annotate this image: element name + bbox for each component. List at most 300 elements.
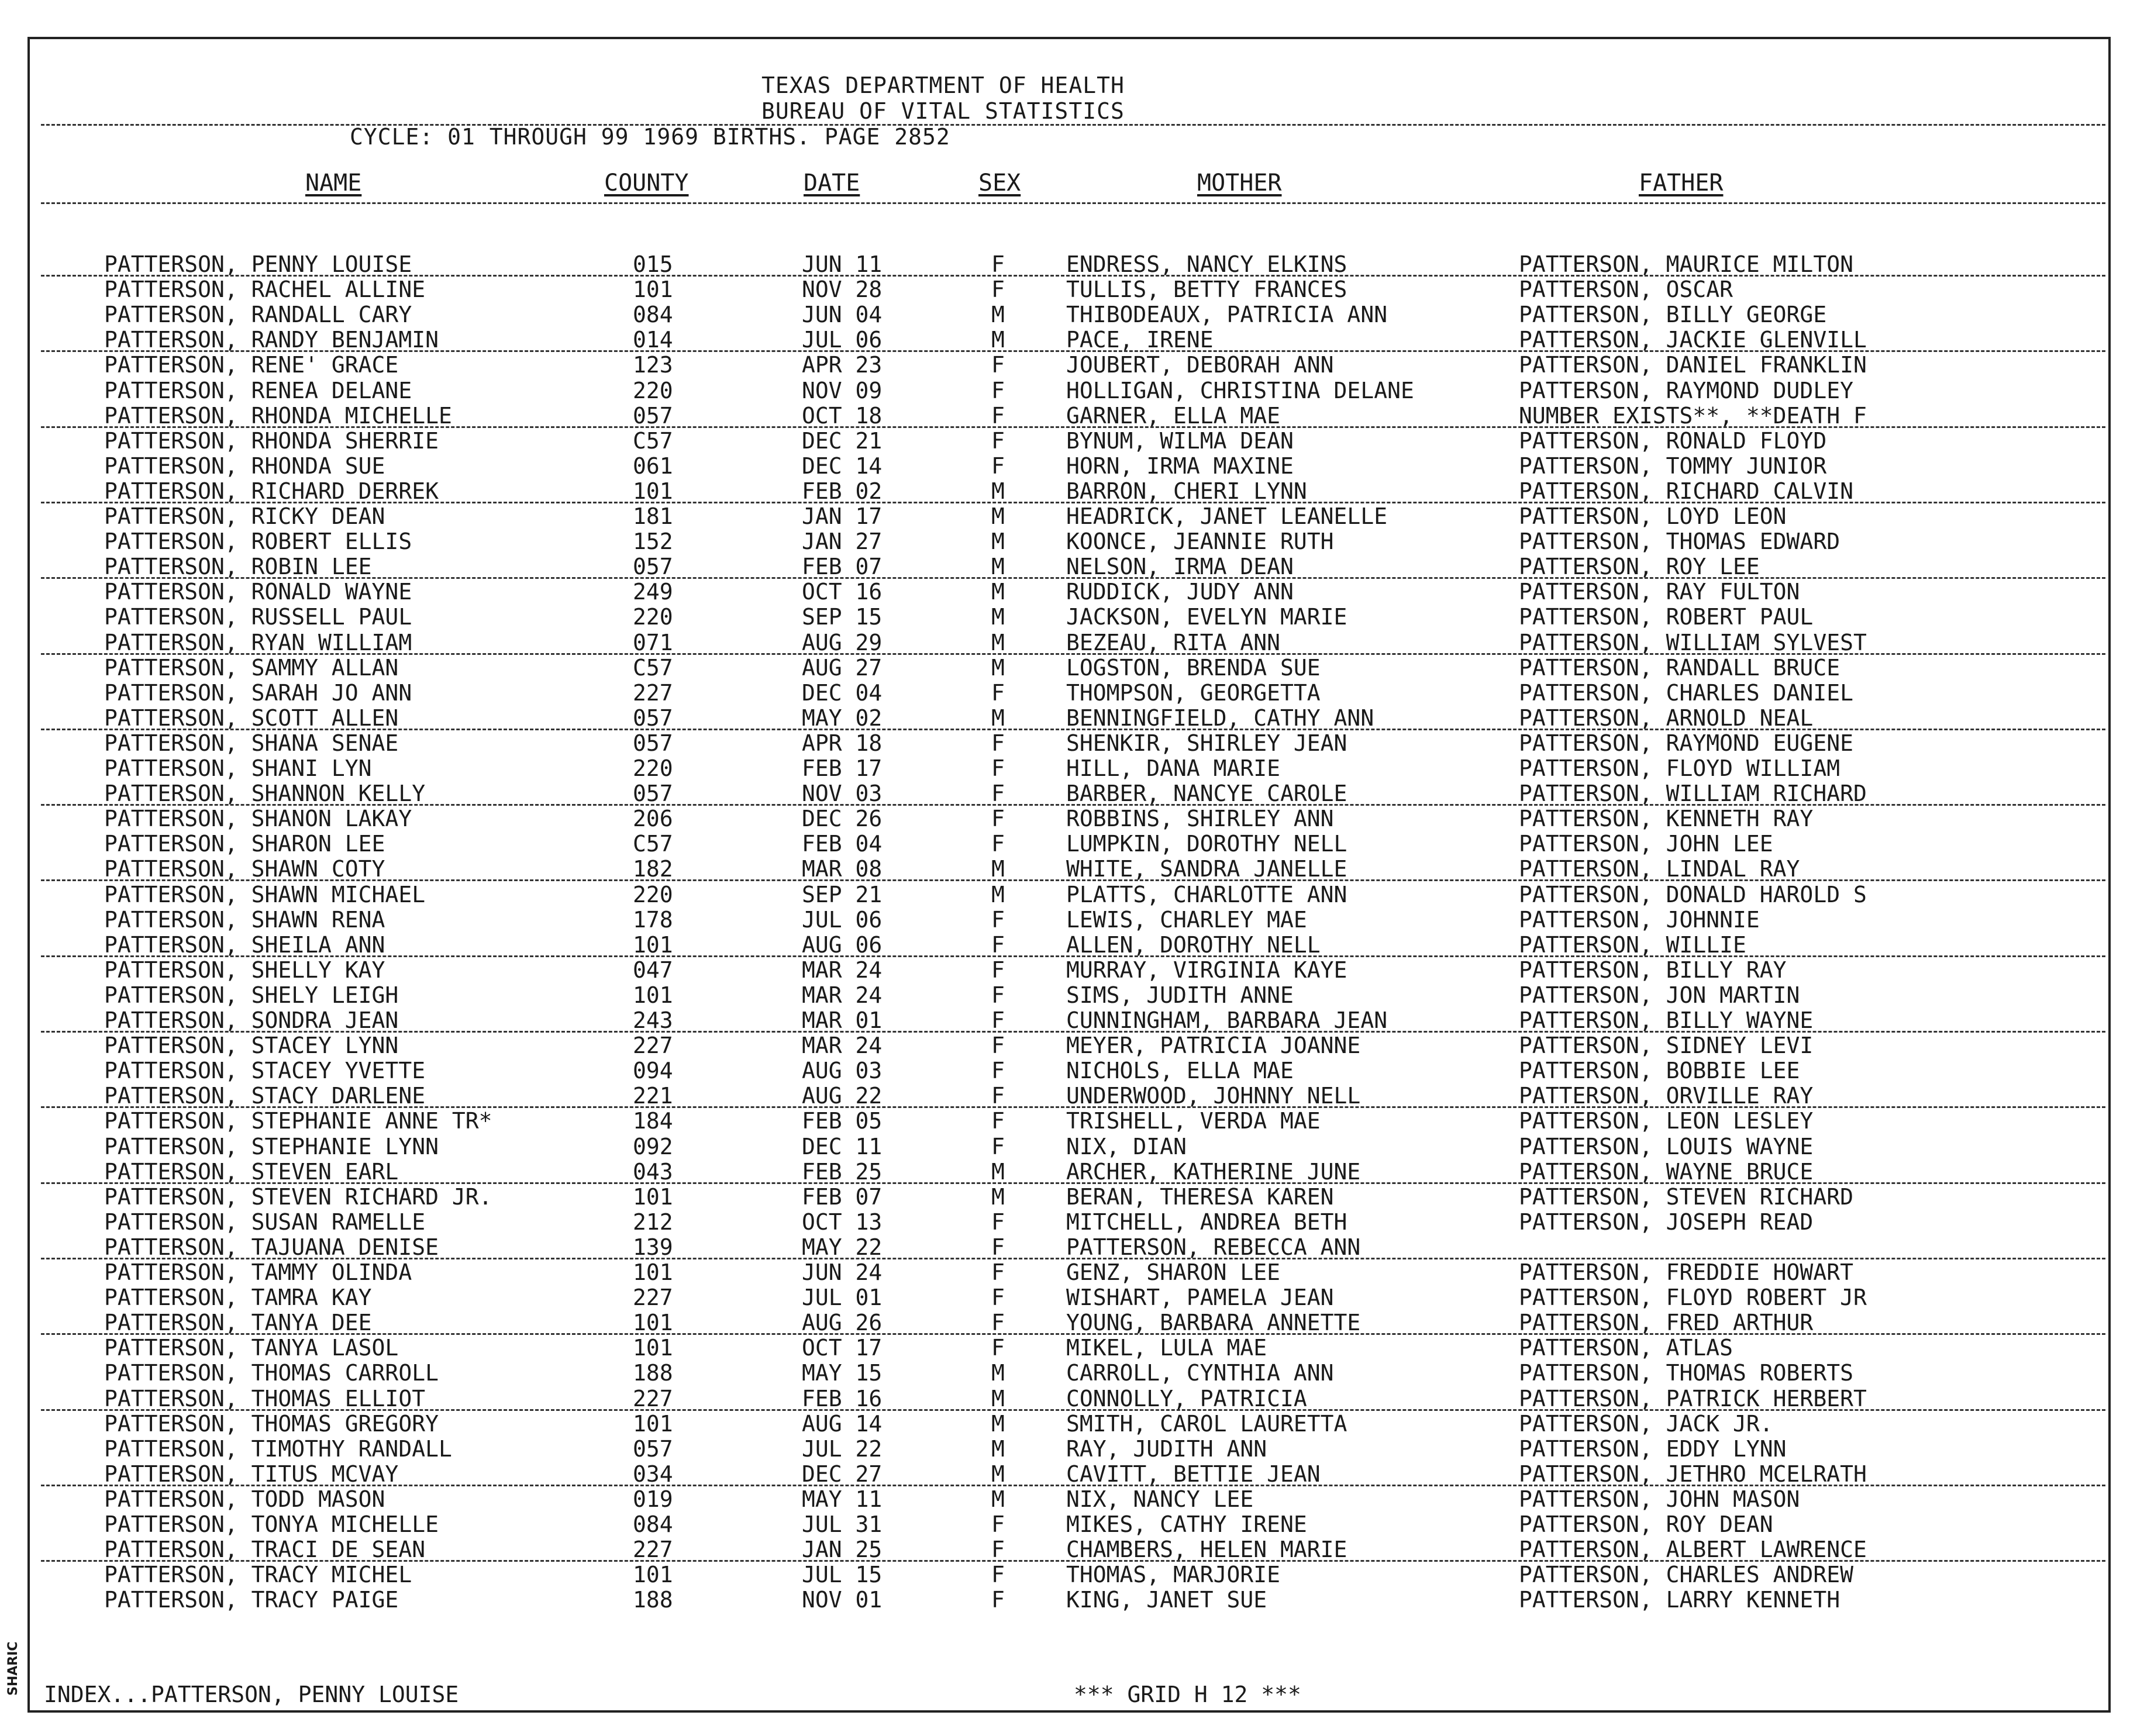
cell-father: PATTERSON, CHARLES DANIEL [1519, 679, 1853, 706]
cell-mother: WHITE, SANDRA JANELLE [1066, 856, 1347, 882]
cell-date: MAY 15 [802, 1360, 883, 1386]
cell-name: PATTERSON, STACEY LYNN [104, 1033, 399, 1059]
cell-sex: F [991, 1209, 1005, 1235]
row-separator [41, 955, 2105, 957]
cell-father: PATTERSON, FLOYD ROBERT JR [1519, 1285, 1867, 1311]
row-separator [41, 275, 2105, 277]
cell-sex: F [991, 1285, 1005, 1311]
cell-date: MAY 22 [802, 1234, 883, 1260]
cell-date: MAR 01 [802, 1007, 883, 1033]
cell-name: PATTERSON, RENE' GRACE [104, 352, 399, 378]
cell-name: PATTERSON, RANDY BENJAMIN [104, 327, 439, 353]
table-row [0, 680, 2137, 705]
table-row [0, 604, 2137, 629]
column-header-mother: MOTHER [1197, 170, 1282, 196]
cell-sex: F [991, 957, 1005, 983]
cell-county: 101 [633, 478, 673, 504]
cell-date: FEB 07 [802, 554, 883, 580]
row-separator [41, 1106, 2105, 1108]
cell-county: 220 [633, 604, 673, 630]
table-row [0, 251, 2137, 277]
cell-sex: F [991, 679, 1005, 706]
row-separator [41, 1333, 2105, 1335]
cell-name: PATTERSON, TODD MASON [104, 1486, 385, 1512]
cell-date: AUG 22 [802, 1083, 883, 1109]
cell-date: FEB 16 [802, 1385, 883, 1411]
cell-name: PATTERSON, STEPHANIE ANNE TR* [104, 1108, 492, 1134]
cell-county: 101 [633, 1562, 673, 1588]
table-row [0, 529, 2137, 554]
cell-father: PATTERSON, THOMAS ROBERTS [1519, 1360, 1853, 1386]
column-header-sex: SEX [978, 170, 1021, 196]
table-row [0, 806, 2137, 831]
cell-father: PATTERSON, JACKIE GLENVILL [1519, 327, 1867, 353]
table-row [0, 1058, 2137, 1083]
cell-mother: BEZEAU, RITA ANN [1066, 629, 1281, 655]
table-row [0, 453, 2137, 478]
cell-mother: HILL, DANA MARIE [1066, 755, 1281, 781]
cell-mother: UNDERWOOD, JOHNNY NELL [1066, 1083, 1361, 1109]
cell-name: PATTERSON, ROBERT ELLIS [104, 529, 412, 555]
table-row [0, 1310, 2137, 1335]
cell-father: PATTERSON, RANDALL BRUCE [1519, 654, 1840, 681]
cell-father: PATTERSON, BILLY RAY [1519, 957, 1787, 983]
cell-name: PATTERSON, RHONDA SUE [104, 453, 385, 479]
cell-date: DEC 21 [802, 427, 883, 454]
cell-father: PATTERSON, DONALD HAROLD S [1519, 881, 1867, 907]
cell-county: 101 [633, 1335, 673, 1361]
cell-name: PATTERSON, STACY DARLENE [104, 1083, 426, 1109]
table-row [0, 1007, 2137, 1033]
cell-county: 101 [633, 931, 673, 958]
cell-father: PATTERSON, JOHN MASON [1519, 1486, 1800, 1512]
table-row [0, 1562, 2137, 1587]
cell-father: PATTERSON, BOBBIE LEE [1519, 1058, 1800, 1084]
table-row [0, 781, 2137, 806]
table-row [0, 1386, 2137, 1411]
cell-father: PATTERSON, JOHNNIE [1519, 906, 1760, 933]
table-row [0, 1033, 2137, 1058]
cell-name: PATTERSON, STEPHANIE LYNN [104, 1133, 439, 1159]
cell-name: PATTERSON, SONDRA JEAN [104, 1007, 399, 1033]
cell-name: PATTERSON, STACEY YVETTE [104, 1058, 426, 1084]
table-row [0, 1108, 2137, 1133]
cell-name: PATTERSON, TAJUANA DENISE [104, 1234, 439, 1260]
cell-mother: HEADRICK, JANET LEANELLE [1066, 503, 1388, 529]
cell-name: PATTERSON, SHANNON KELLY [104, 781, 426, 807]
cell-name: PATTERSON, TRACY MICHEL [104, 1562, 412, 1588]
cell-date: OCT 13 [802, 1209, 883, 1235]
cell-name: PATTERSON, SUSAN RAMELLE [104, 1209, 426, 1235]
cell-sex: M [991, 881, 1005, 907]
cell-father: PATTERSON, LOUIS WAYNE [1519, 1133, 1814, 1159]
cell-name: PATTERSON, PENNY LOUISE [104, 251, 412, 277]
cell-name: PATTERSON, RUSSELL PAUL [104, 604, 412, 630]
cell-sex: M [991, 856, 1005, 882]
cell-father: PATTERSON, WILLIAM RICHARD [1519, 781, 1867, 807]
row-separator [41, 577, 2105, 579]
cell-date: NOV 01 [802, 1587, 883, 1613]
cell-county: 094 [633, 1058, 673, 1084]
cell-name: PATTERSON, TANYA DEE [104, 1310, 372, 1336]
table-row [0, 1285, 2137, 1310]
table-row [0, 982, 2137, 1007]
cell-father: PATTERSON, JOHN LEE [1519, 831, 1773, 857]
cell-sex: M [991, 604, 1005, 630]
cell-date: JUL 01 [802, 1285, 883, 1311]
cell-county: C57 [633, 654, 673, 681]
cell-mother: MURRAY, VIRGINIA KAYE [1066, 957, 1347, 983]
cell-county: 220 [633, 755, 673, 781]
cell-name: PATTERSON, TONYA MICHELLE [104, 1511, 439, 1537]
cell-date: SEP 15 [802, 604, 883, 630]
cell-name: PATTERSON, STEVEN RICHARD JR. [104, 1183, 492, 1210]
cell-father: PATTERSON, BILLY WAYNE [1519, 1007, 1814, 1033]
table-row [0, 655, 2137, 680]
table-row [0, 1587, 2137, 1612]
cell-name: PATTERSON, SAMMY ALLAN [104, 654, 399, 681]
table-row [0, 755, 2137, 781]
cell-date: AUG 29 [802, 629, 883, 655]
cell-name: PATTERSON, RHONDA MICHELLE [104, 402, 452, 429]
cell-sex: M [991, 503, 1005, 529]
cell-county: 071 [633, 629, 673, 655]
table-row [0, 1184, 2137, 1209]
cell-county: 101 [633, 1410, 673, 1437]
cell-mother: PLATTS, CHARLOTTE ANN [1066, 881, 1347, 907]
header-bureau: BUREAU OF VITAL STATISTICS [761, 98, 1125, 124]
cell-county: 188 [633, 1360, 673, 1386]
cell-sex: M [991, 554, 1005, 580]
cell-father: PATTERSON, LEON LESLEY [1519, 1108, 1814, 1134]
cell-sex: M [991, 1410, 1005, 1437]
cell-mother: GARNER, ELLA MAE [1066, 402, 1281, 429]
cell-date: DEC 11 [802, 1133, 883, 1159]
cell-sex: F [991, 1058, 1005, 1084]
cell-name: PATTERSON, TANYA LASOL [104, 1335, 399, 1361]
cell-county: 015 [633, 251, 673, 277]
table-row [0, 302, 2137, 327]
cell-county: 101 [633, 1310, 673, 1336]
cell-sex: F [991, 427, 1005, 454]
cell-name: PATTERSON, SHELLY KAY [104, 957, 385, 983]
table-row [0, 1134, 2137, 1159]
cell-sex: F [991, 755, 1005, 781]
cell-sex: M [991, 478, 1005, 504]
header-cycle: CYCLE: 01 THROUGH 99 1969 BIRTHS. PAGE 2852 [350, 124, 950, 150]
cell-sex: F [991, 1511, 1005, 1537]
cell-sex: M [991, 629, 1005, 655]
cell-name: PATTERSON, ROBIN LEE [104, 554, 372, 580]
cell-mother: KOONCE, JEANNIE RUTH [1066, 529, 1334, 555]
cell-sex: F [991, 906, 1005, 933]
cell-name: PATTERSON, TITUS MCVAY [104, 1461, 399, 1487]
table-row [0, 403, 2137, 428]
table-row [0, 277, 2137, 302]
cell-father: PATTERSON, RONALD FLOYD [1519, 427, 1827, 454]
cell-father: PATTERSON, JACK JR. [1519, 1410, 1773, 1437]
cell-county: 057 [633, 705, 673, 731]
row-separator [41, 804, 2105, 806]
cell-name: PATTERSON, THOMAS CARROLL [104, 1360, 439, 1386]
cell-mother: TULLIS, BETTY FRANCES [1066, 277, 1347, 303]
cell-mother: THOMAS, MARJORIE [1066, 1562, 1281, 1588]
cell-mother: ROBBINS, SHIRLEY ANN [1066, 806, 1334, 832]
cell-mother: WISHART, PAMELA JEAN [1066, 1285, 1334, 1311]
cell-name: PATTERSON, SHELY LEIGH [104, 982, 399, 1008]
table-row [0, 907, 2137, 932]
cell-mother: MEYER, PATRICIA JOANNE [1066, 1033, 1361, 1059]
cell-county: 206 [633, 806, 673, 832]
cell-father: NUMBER EXISTS**, **DEATH F [1519, 402, 1867, 429]
cell-county: 227 [633, 679, 673, 706]
cell-name: PATTERSON, SHANI LYN [104, 755, 372, 781]
cell-mother: THOMPSON, GEORGETTA [1066, 679, 1321, 706]
cell-father: PATTERSON, STEVEN RICHARD [1519, 1183, 1853, 1210]
row-separator [41, 426, 2105, 428]
cell-name: PATTERSON, TRACY PAIGE [104, 1587, 399, 1613]
table-row [0, 957, 2137, 982]
cell-mother: BARRON, CHERI LYNN [1066, 478, 1307, 504]
cell-county: C57 [633, 427, 673, 454]
cell-county: 101 [633, 1259, 673, 1285]
table-row [0, 1537, 2137, 1562]
cell-name: PATTERSON, RICHARD DERREK [104, 478, 439, 504]
cell-father: PATTERSON, ATLAS [1519, 1335, 1733, 1361]
cell-date: MAR 24 [802, 957, 883, 983]
cell-mother: BARBER, NANCYE CAROLE [1066, 781, 1347, 807]
cell-sex: F [991, 377, 1005, 403]
cell-name: PATTERSON, TAMMY OLINDA [104, 1259, 412, 1285]
cell-county: 178 [633, 906, 673, 933]
cell-sex: F [991, 1234, 1005, 1260]
cell-date: JUL 06 [802, 906, 883, 933]
cell-father: PATTERSON, ALBERT LAWRENCE [1519, 1537, 1867, 1563]
cell-father: PATTERSON, RICHARD CALVIN [1519, 478, 1853, 504]
cell-father: PATTERSON, TOMMY JUNIOR [1519, 453, 1827, 479]
cell-father: PATTERSON, OSCAR [1519, 277, 1733, 303]
cell-name: PATTERSON, TRACI DE SEAN [104, 1537, 426, 1563]
column-header-divider [41, 202, 2105, 204]
cell-county: 188 [633, 1587, 673, 1613]
cell-sex: M [991, 1158, 1005, 1185]
cell-father: PATTERSON, LARRY KENNETH [1519, 1587, 1840, 1613]
cell-date: JUN 04 [802, 302, 883, 328]
cell-sex: F [991, 1562, 1005, 1588]
cell-name: PATTERSON, SHANA SENAE [104, 730, 399, 756]
cell-date: AUG 06 [802, 931, 883, 958]
cell-sex: F [991, 1537, 1005, 1563]
cell-mother: ENDRESS, NANCY ELKINS [1066, 251, 1347, 277]
cell-county: 047 [633, 957, 673, 983]
cell-father: PATTERSON, JON MARTIN [1519, 982, 1800, 1008]
cell-mother: ARCHER, KATHERINE JUNE [1066, 1158, 1361, 1185]
cell-name: PATTERSON, SHANON LAKAY [104, 806, 412, 832]
cell-date: FEB 07 [802, 1183, 883, 1210]
table-row [0, 579, 2137, 604]
cell-date: MAR 24 [802, 982, 883, 1008]
cell-date: JUL 15 [802, 1562, 883, 1588]
cell-date: JUL 06 [802, 327, 883, 353]
cell-sex: M [991, 705, 1005, 731]
cell-father: PATTERSON, DANIEL FRANKLIN [1519, 352, 1867, 378]
table-row [0, 882, 2137, 907]
cell-name: PATTERSON, RANDALL CARY [104, 302, 412, 328]
table-row [0, 1159, 2137, 1184]
cell-mother: YOUNG, BARBARA ANNETTE [1066, 1310, 1361, 1336]
cell-sex: F [991, 453, 1005, 479]
cell-date: APR 18 [802, 730, 883, 756]
cell-mother: SMITH, CAROL LAURETTA [1066, 1410, 1347, 1437]
cell-county: 092 [633, 1133, 673, 1159]
cell-name: PATTERSON, RONALD WAYNE [104, 579, 412, 605]
cell-county: 220 [633, 881, 673, 907]
cell-mother: LUMPKIN, DOROTHY NELL [1066, 831, 1347, 857]
cell-mother: LEWIS, CHARLEY MAE [1066, 906, 1307, 933]
cell-county: 227 [633, 1033, 673, 1059]
cell-date: MAR 24 [802, 1033, 883, 1059]
table-row [0, 428, 2137, 453]
cell-county: 057 [633, 781, 673, 807]
table-row [0, 932, 2137, 957]
cell-sex: M [991, 1435, 1005, 1462]
table-row [0, 1335, 2137, 1360]
cell-sex: F [991, 730, 1005, 756]
cell-mother: CONNOLLY, PATRICIA [1066, 1385, 1307, 1411]
cell-date: JAN 25 [802, 1537, 883, 1563]
cell-sex: F [991, 1033, 1005, 1059]
cell-date: JUN 24 [802, 1259, 883, 1285]
cell-sex: F [991, 402, 1005, 429]
cell-date: FEB 02 [802, 478, 883, 504]
table-row [0, 705, 2137, 730]
cell-name: PATTERSON, SARAH JO ANN [104, 679, 412, 706]
row-separator [41, 1182, 2105, 1184]
cell-date: DEC 04 [802, 679, 883, 706]
cell-county: 152 [633, 529, 673, 555]
cell-mother: MIKES, CATHY IRENE [1066, 1511, 1307, 1537]
cell-father: PATTERSON, PATRICK HERBERT [1519, 1385, 1867, 1411]
cell-date: AUG 14 [802, 1410, 883, 1437]
cell-father: PATTERSON, ARNOLD NEAL [1519, 705, 1814, 731]
cell-father: PATTERSON, CHARLES ANDREW [1519, 1562, 1853, 1588]
table-row [0, 831, 2137, 856]
cell-name: PATTERSON, TAMRA KAY [104, 1285, 372, 1311]
row-separator [41, 653, 2105, 655]
cell-father: PATTERSON, THOMAS EDWARD [1519, 529, 1840, 555]
cell-sex: F [991, 931, 1005, 958]
table-row [0, 1259, 2137, 1285]
cell-father: PATTERSON, SIDNEY LEVI [1519, 1033, 1814, 1059]
cell-mother: CARROLL, CYNTHIA ANN [1066, 1360, 1334, 1386]
cell-sex: M [991, 1183, 1005, 1210]
cell-county: 182 [633, 856, 673, 882]
cell-mother: NIX, NANCY LEE [1066, 1486, 1254, 1512]
cell-father: PATTERSON, ROBERT PAUL [1519, 604, 1814, 630]
cell-father: PATTERSON, RAYMOND DUDLEY [1519, 377, 1853, 403]
cell-county: 057 [633, 730, 673, 756]
table-row [0, 1360, 2137, 1385]
cell-date: MAY 11 [802, 1486, 883, 1512]
cell-mother: BYNUM, WILMA DEAN [1066, 427, 1294, 454]
cell-mother: JACKSON, EVELYN MARIE [1066, 604, 1347, 630]
column-header-name: NAME [305, 170, 362, 196]
cell-date: OCT 16 [802, 579, 883, 605]
table-row [0, 478, 2137, 503]
cell-county: 034 [633, 1461, 673, 1487]
cell-date: FEB 25 [802, 1158, 883, 1185]
cell-date: JAN 17 [802, 503, 883, 529]
cell-name: PATTERSON, STEVEN EARL [104, 1158, 399, 1185]
cell-date: NOV 03 [802, 781, 883, 807]
cell-mother: HORN, IRMA MAXINE [1066, 453, 1294, 479]
cell-father: PATTERSON, FREDDIE HOWART [1519, 1259, 1853, 1285]
row-separator [41, 1560, 2105, 1562]
column-header-date: DATE [804, 170, 860, 196]
cell-date: MAY 02 [802, 705, 883, 731]
cell-date: FEB 05 [802, 1108, 883, 1134]
table-row [0, 1436, 2137, 1461]
cell-name: PATTERSON, RICKY DEAN [104, 503, 385, 529]
cell-name: PATTERSON, RACHEL ALLINE [104, 277, 426, 303]
cell-mother: NELSON, IRMA DEAN [1066, 554, 1294, 580]
cell-name: PATTERSON, SHAWN COTY [104, 856, 385, 882]
cell-sex: F [991, 1310, 1005, 1336]
cell-mother: RAY, JUDITH ANN [1066, 1435, 1267, 1462]
cell-father: PATTERSON, ORVILLE RAY [1519, 1083, 1814, 1109]
cell-sex: F [991, 1007, 1005, 1033]
cell-county: 101 [633, 982, 673, 1008]
table-row [0, 1511, 2137, 1537]
column-header-county: COUNTY [604, 170, 689, 196]
cell-sex: F [991, 1083, 1005, 1109]
cell-name: PATTERSON, THOMAS GREGORY [104, 1410, 439, 1437]
cell-sex: F [991, 831, 1005, 857]
cell-sex: F [991, 982, 1005, 1008]
row-separator [41, 1258, 2105, 1259]
cell-name: PATTERSON, SHAWN MICHAEL [104, 881, 426, 907]
cell-mother: BENNINGFIELD, CATHY ANN [1066, 705, 1374, 731]
cell-sex: F [991, 1108, 1005, 1134]
cell-father: PATTERSON, MAURICE MILTON [1519, 251, 1853, 277]
cell-county: 212 [633, 1209, 673, 1235]
cell-county: 101 [633, 1183, 673, 1210]
side-mark [6, 1608, 23, 1696]
cell-date: JAN 27 [802, 529, 883, 555]
cell-mother: CAVITT, BETTIE JEAN [1066, 1461, 1321, 1487]
table-row [0, 1486, 2137, 1511]
cell-county: 084 [633, 1511, 673, 1537]
cell-mother: NICHOLS, ELLA MAE [1066, 1058, 1294, 1084]
cell-father: PATTERSON, EDDY LYNN [1519, 1435, 1787, 1462]
cell-date: APR 23 [802, 352, 883, 378]
row-separator [41, 502, 2105, 503]
cell-county: 101 [633, 277, 673, 303]
cell-date: OCT 18 [802, 402, 883, 429]
row-separator [41, 1409, 2105, 1411]
cell-county: 249 [633, 579, 673, 605]
table-row [0, 1209, 2137, 1234]
cell-county: 227 [633, 1385, 673, 1411]
cell-sex: F [991, 277, 1005, 303]
cell-sex: M [991, 302, 1005, 328]
cell-mother: MITCHELL, ANDREA BETH [1066, 1209, 1347, 1235]
row-separator [41, 1485, 2105, 1486]
cell-mother: SIMS, JUDITH ANNE [1066, 982, 1294, 1008]
column-header-father: FATHER [1639, 170, 1724, 196]
cell-sex: F [991, 251, 1005, 277]
cell-father: PATTERSON, KENNETH RAY [1519, 806, 1814, 832]
